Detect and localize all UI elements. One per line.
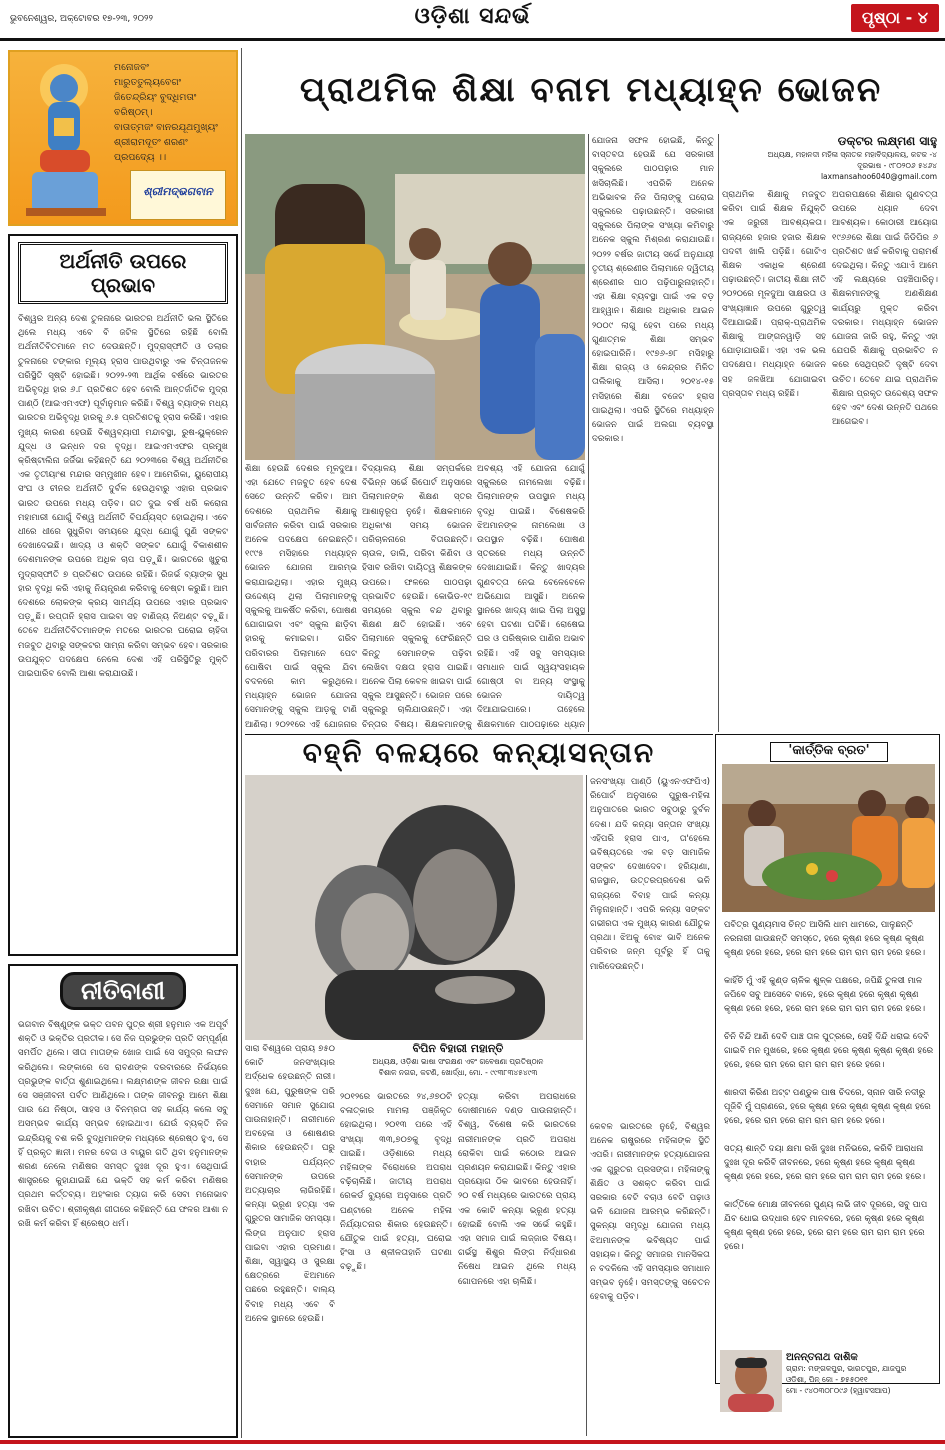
second-author-name: ବିପିନ ବିହାରୀ ମହାନ୍ତି	[412, 1042, 504, 1055]
ad-brand-logo: ଶ୍ରୀମଦ୍ଭଗବାନ	[130, 170, 226, 220]
niti-box	[8, 964, 238, 1438]
second-article-col-1: ସାରା ବିଶ୍ୱରେ ପ୍ରାୟ ୭୫୦ କୋଟି ଜନସଂଖ୍ୟାର ଅର୍ଦ୍ଧେକ ହେଉଛନ୍ତି ନାରୀ। ଦୁଃଖ ଯେ, ପୁରୁଷଙ୍କ ପରି ସେମାନେ ସମାନ ସୁଯୋଗ ପାଉନାହାନ୍ତି। ନାରୀମାନେ ଅବହେଳା ଓ ଶୋଷଣର ଶିକାର ହେଉଛନ୍ତି। ଘରୁ ବାହାର ପର୍ଯ୍ୟନ୍ତ ସେମାନଙ୍କ ଉପରେ ଅତ୍ୟାଚାର ଲାଗିରହିଛି। କନ୍ୟା ଭ୍ରୂଣ ହତ୍ୟା ଏକ ଗୁରୁତର ସାମାଜିକ ସମସ୍ୟା। ଲିଙ୍ଗ ଅନୁପାତ ହ୍ରାସ ପାଇବା ଏହାର ପ୍ରମାଣ। ଶିକ୍ଷା, ସ୍ୱାସ୍ଥ୍ୟ ଓ ସୁରକ୍ଷା କ୍ଷେତ୍ରରେ ଝିଅମାନେ ପଛରେ ରହୁଛନ୍ତି। ବାଲ୍ୟ ବିବାହ ମଧ୍ୟ ଏବେ ବି ଅନେକ ସ୍ଥାନରେ ହେଉଛି।	[245, 1044, 335, 1324]
hanuman-illustration	[16, 58, 112, 218]
column-rule	[718, 134, 719, 732]
poet-portrait	[720, 1350, 782, 1412]
second-author-address: ବିଶାଳ ନଗର, କଟଣି, ଖୋର୍ଦ୍ଧା, ମୋ. - ୯୯୩୮୩୪୫୪୯୩	[378, 1068, 538, 1077]
ad-verse-line: ଶ୍ରୀରାମଦୂତଂ ଶରଣଂ	[114, 137, 188, 148]
dateline: ଭୁବନେଶ୍ୱର, ଅକ୍ଟୋବର ୧୭-୨୩, ୨୦୨୨	[10, 14, 154, 24]
second-article-col-2: ୨୦୧୨ରେ ଭାରତରେ ୨୪,୬୭୦ଟି ବଳାତ୍କାର ମାମଲା ପଞ୍ଜିକୃତ ହୋଇଥିଲା। ୨୦୧୩ ପରେ ଏହି ସଂଖ୍ୟା ୩୩,୭୦୭କୁ ବୃଦ୍ଧି ପାଇଛି। ଓଡ଼ିଶାରେ ମଧ୍ୟ ମହିଳାଙ୍କ ବିରୋଧରେ ଅପରାଧ ବଢ଼ିଚାଲିଛି। ଜାତୀୟ ଅପରାଧ ରେକର୍ଡ ବ୍ୟୁରୋ ଅନୁସାରେ ପ୍ରତି ଘଣ୍ଟାରେ ଅନେକ ମହିଳା ନିର୍ଯ୍ୟାତନାର ଶିକାର ହେଉଛନ୍ତି। ଯୌତୁକ ପାଇଁ ହତ୍ୟା, ଘରୋଇ ହିଂସା ଓ ଶ୍ଳୀଳତାହାନି ଘଟଣା ବଢ଼ୁଛି।	[340, 1092, 452, 1273]
page-number-badge: ପୃଷ୍ଠା - ୪	[851, 4, 939, 32]
poem-verse: ଶାରଦୀ କିରିଣ ଅଟ୍ଟ ପଣ୍ଡୁକ ପାଷ ଚିଦରେ, ସ୍ନାନ ସାରି ନଦୀରୁ ପୂଜିବି ମୁଁ ପ୍ରାଣରେ, ହରେ କୃଷ୍ଣ ହରେ କୃଷ୍ଣ କୃଷ୍ଣ କୃଷ୍ଣ ହରେ ହରେ, ହରେ ରାମ ହରେ ରାମ ରାମ ରାମ ହରେ ହରେ।	[724, 1088, 931, 1126]
poet-byline	[786, 1352, 938, 1396]
main-article-col-3: ଅବଶ୍ୟ ଏହି ଯୋଜନା ଯୋଗୁଁ ସ୍କୁଲରେ ନାମଲେଖା ବଢ଼ିଛି। ପିଲାମାନଙ୍କ ଉପସ୍ଥାନ ମଧ୍ୟ ବୃଦ୍ଧି ପାଇଛି। ବିଶେଷକରି ଝିଅମାନଙ୍କ ନାମଲେଖା ଓ ଉପସ୍ଥାନ ବଢ଼ିଛି। ପୋଷଣ ସ୍ତରରେ ମଧ୍ୟ ଉନ୍ନତି ଦେଖାଯାଇଛି। କିନ୍ତୁ ଖାଦ୍ୟର ଗୁଣବତ୍ତା ନେଇ ବେଳେବେଳେ ଅଭିଯୋଗ ଆସୁଛି। ଅନେକ ସ୍ଥାନରେ ଖାଦ୍ୟ ଖାଇ ପିଲା ଅସୁସ୍ଥ ହେବା ଘଟଣା ଘଟିଛି। ରୋଷେଇ ଘର ଓ ପରିଷ୍କାର ପାଣିର ଅଭାବ ରହିଛି। ଏହି ସବୁ ସମସ୍ୟାର ସମାଧାନ ପାଇଁ ସ୍ୱୟଂସହାୟକ ଗୋଷ୍ଠୀ ବା ଅନ୍ୟ ସଂସ୍ଥାକୁ ଭୋଜନ ଦାୟିତ୍ୱ ଦିଆଯାଇପାରେ। ତାହେଲେ ଶିକ୍ଷକମାନେ ପାଠପଢ଼ାରେ ଧ୍ୟାନ	[477, 464, 585, 730]
ad-verse-line: ମନୋଜବଂ	[114, 62, 149, 73]
main-article-col-6: ଅପରପକ୍ଷରେ ଶିକ୍ଷାର ଗୁଣବତ୍ତା ଉପରେ ଧ୍ୟାନ ଦେବା ଆବଶ୍ୟକ। କୋଠାରୀ ଆୟୋଗ ୧୯୬୬ରେ ଶିକ୍ଷା ପାଇଁ ଜିଡିପିର ୬ ପ୍ରତିଶତ ଖର୍ଚ୍ଚ କରିବାକୁ ପରାମର୍ଶ ଦେଇଥିଲା। କିନ୍ତୁ ଏଯାଏଁ ଆମେ ଏହି ଲକ୍ଷ୍ୟରେ ପହଞ୍ଚିପାରିନୁ। ଶିକ୍ଷକମାନଙ୍କୁ ଅଣଶିକ୍ଷଣ କାର୍ଯ୍ୟରୁ ମୁକ୍ତ କରିବା ଦରକାର। ମଧ୍ୟାହ୍ନ ଭୋଜନ ଯୋଜନା ଜାରି ରହୁ, କିନ୍ତୁ ଏହା ଯେପରି ଶିକ୍ଷାକୁ ପ୍ରଭାବିତ ନ କରେ ସେଥିପ୍ରତି ଦୃଷ୍ଟି ଦେବା ଉଚିତ। ତେବେ ଯାଇ ପ୍ରାଥମିକ ଶିକ୍ଷାର ପ୍ରକୃତ ଉଦ୍ଦେଶ୍ୟ ସଫଳ ହେବ ଏବଂ ଦେଶ ଉନ୍ନତି ପଥରେ ଆଗେଇବ।	[832, 190, 938, 428]
poet-phone: ମୋ - ୯୪୦୩୦୮୦୯୬ (ହ୍ୱାଟସଆପ)	[786, 1386, 891, 1395]
kartik-poem-verses	[724, 918, 934, 1343]
poet-name: ଅନନ୍ତନାଥ ଦାଶିକ	[786, 1352, 858, 1363]
ad-verse-line: ଜିତେନ୍ଦ୍ରିୟଂ ବୁଦ୍ଧିମତାଂ	[114, 92, 197, 103]
left-article-title: ଅର୍ଥନୀତି ଉପରେ ପ୍ରଭାବ	[18, 242, 228, 304]
ad-verse-line: ମାରୁତତୁଲ୍ୟବେଗଂ	[114, 77, 182, 88]
second-article-col-3: ହତ୍ୟା କରିବା ଅପରାଧରେ ଦୋଷୀମାନେ ଦଣ୍ଡ ପାଉନାହାନ୍ତି। ବିଶ୍ୱ, ବିଶେଷ କରି ଭାରତରେ ନାରୀମାନଙ୍କ ପ୍ରତି ଅପରାଧ ରୋକିବା ପାଇଁ କଠୋର ଆଇନ ପ୍ରଣୟନ କରାଯାଇଛି। କିନ୍ତୁ ଏହାର ପ୍ରୟୋଗ ଠିକ ଭାବରେ ହେଉନାହିଁ। ୨୦ ବର୍ଷ ମଧ୍ୟରେ ଭାରତରେ ପ୍ରାୟ ଏକ କୋଟି କନ୍ୟା ଭ୍ରୂଣ ହତ୍ୟା ହୋଇଛି ବୋଲି ଏକ ସର୍ଭେ କହୁଛି। ଏହା ସମାଜ ପାଇଁ ଲଜ୍ଜାର ବିଷୟ। ଗର୍ଭସ୍ଥ ଶିଶୁର ଲିଙ୍ଗ ନିର୍ଦ୍ଧାରଣ ନିଷେଧ ଆଇନ ଥିଲେ ମଧ୍ୟ ଗୋପନରେ ଏହା ଚାଲିଛି।	[458, 1092, 576, 1287]
second-author-affiliation: ଅଧ୍ୟକ୍ଷ, ଓଡ଼ିଶା ଭାଷା ସଂରକ୍ଷଣ ଏବଂ ଗବେଷଣା ପ୍ରତିଷ୍ଠାନ	[372, 1057, 544, 1066]
midday-meal-illustration	[245, 134, 585, 460]
second-article-col-5: କେବଳ ଭାରତରେ ନୁହେଁ, ବିଶ୍ୱର ଅନେକ ରାଷ୍ଟ୍ରରେ ମହିଳାଙ୍କ ସ୍ଥିତି ଏପରି। ନାରୀମାନଙ୍କ ହତ୍ୟାଯୋଜନା ଏକ ଗୁରୁତର ପ୍ରସଙ୍ଗ। ମହିଳାଙ୍କୁ ଶିକ୍ଷିତ ଓ ସଶକ୍ତ କରିବା ପାଇଁ ସରକାର ବେଟି ବଚାଓ ବେଟି ପଢ଼ାଓ ଭଳି ଯୋଜନା ଆରମ୍ଭ କରିଛନ୍ତି। ସୁକନ୍ୟା ସମୃଦ୍ଧି ଯୋଜନା ମଧ୍ୟ ଝିଅମାନଙ୍କ ଭବିଷ୍ୟତ ପାଇଁ ସହାୟକ। କିନ୍ତୁ ସମାଜର ମାନସିକତା ନ ବଦଳିଲେ ଏହି ସମସ୍ୟାର ସମାଧାନ ସମ୍ଭବ ନୁହେଁ। ସମସ୍ତଙ୍କୁ ସଚେତନ ହେବାକୁ ପଡ଼ିବ।	[590, 1122, 710, 1303]
main-author-name: ଡକ୍ଟର ଲକ୍ଷ୍ମଣ ସାହୁ	[837, 134, 937, 148]
masthead: ଓଡ଼ିଶା ସନ୍ଦର୍ଭ	[414, 4, 531, 29]
ad-verse-line: ବରିଷ୍ଠମ୍।	[114, 107, 153, 118]
footer-rule	[0, 1440, 945, 1444]
main-article-col-5: ପ୍ରାଥମିକ ଶିକ୍ଷାକୁ ମଜବୁତ କରିବା ପାଇଁ ଶିକ୍ଷକ ନିଯୁକ୍ତି ଏକ ଜରୁରୀ ଆବଶ୍ୟକତା। ରାଜ୍ୟରେ ହଜାର ହଜାର ଶିକ୍ଷକ ପଦବୀ ଖାଲି ପଡ଼ିଛି। ଗୋଟିଏ ଶିକ୍ଷକ ଏକାଧିକ ଶ୍ରେଣୀ ପଢ଼ାଉଛନ୍ତି। ଜାତୀୟ ଶିକ୍ଷା ନୀତି ୨୦୨୦ରେ ମୂଳଦୁଆ ସାକ୍ଷରତା ଓ ସଂଖ୍ୟାଜ୍ଞାନ ଉପରେ ଗୁରୁତ୍ୱ ଦିଆଯାଇଛି। ପ୍ରାକ୍-ପ୍ରାଥମିକ ଶିକ୍ଷାକୁ ଆଙ୍ଗନୱାଡ଼ି ସହ ଯୋଡ଼ାଯାଉଛି। ଏହା ଏକ ଭଲ ପଦକ୍ଷେପ। ମଧ୍ୟାହ୍ନ ଭୋଜନ ସହ ଜଳଖିଆ ଯୋଗାଇବା ପ୍ରସ୍ତାବ ମଧ୍ୟ ରହିଛି।	[722, 190, 826, 399]
main-author-email: laxmansahoo6040@gmail.com	[820, 172, 937, 181]
main-article-col-2: ବିଦ୍ୟାଳୟ ଶିକ୍ଷା ସମ୍ପର୍କରେ ବିଭିନ୍ନ ସର୍ଭେ ରିପୋର୍ଟ ଅନୁସାରେ ପିଲାମାନଙ୍କ ଶିକ୍ଷଣ ସ୍ତର ଆଶାନୁରୂପ ନୁହେଁ। ଶିକ୍ଷକମାନେ ଅଧିକାଂଶ ସମୟ ଭୋଜନ ପରିଚାଳନାରେ ବିତାଉଛନ୍ତି। ଚାଉଳ, ଡାଲି, ପରିବା କିଣିବା ଓ ହିସାବ ରଖିବା ଦାୟିତ୍ୱ ଶିକ୍ଷକଙ୍କ ଉପରେ। ଫଳରେ ପାଠପଢ଼ା ପ୍ରଭାବିତ ହେଉଛି। କୋଭିଡ-୧୯ ସମୟରେ ସ୍କୁଲ ବନ୍ଦ ଥିବାରୁ ଶିକ୍ଷଣ କ୍ଷତି ହୋଇଛି। ଏବେ ପିଲାମାନେ ସ୍କୁଲକୁ ଫେରିଛନ୍ତି କିନ୍ତୁ ସେମାନଙ୍କ ପଢ଼ିବା ଲେଖିବା ଦକ୍ଷତା ହ୍ରାସ ପାଇଛି। ଅନେକ ପିଲା କେବଳ ଖାଇବା ପାଇଁ ସ୍କୁଲ ଆସୁଛନ୍ତି। ଭୋଜନ ପରେ ସ୍କୁଲରୁ ଚାଲିଯାଉଛନ୍ତି। ଏହା ଚିନ୍ତାର ବିଷୟ। ଶିକ୍ଷକମାନଙ୍କୁ	[362, 464, 472, 730]
main-article-byline	[722, 134, 937, 182]
second-headline: ବହ୍ନି ବଳୟରେ କନ୍ୟାସନ୍ତାନ	[245, 734, 713, 770]
midday-meal-photo	[245, 134, 585, 460]
second-article-col-4: ଜନସଂଖ୍ୟା ପାଣ୍ଠି (ୟୁଏନଏଫପିଏ) ରିପୋର୍ଟ ଅନୁସାରେ ପୁରୁଷ-ମହିଳା ଅନୁପାତରେ ଭାରତ ସବୁଠାରୁ ଦୁର୍ବଳ ଦେଶ। ଯଦି କନ୍ୟା ସନ୍ତାନ ସଂଖ୍ୟା ଏହିପରି ହ୍ରାସ ପାଏ, ତା'ହେଲେ ଭବିଷ୍ୟତରେ ଏକ ବଡ଼ ସାମାଜିକ ସଙ୍କଟ ଦେଖାଦେବ। ହରିୟାଣା, ରାଜସ୍ଥାନ, ଉତ୍ତରପ୍ରଦେଶ ଭଳି ରାଜ୍ୟରେ ବିବାହ ପାଇଁ କନ୍ୟା ମିଳୁନାହାନ୍ତି। ଏପରି କନ୍ୟା ସଙ୍କଟ ଗଭୀରତା ଏକ ମୁଖ୍ୟ କାରଣ ଯୌତୁକ ପ୍ରଥା। ଝିଅକୁ ବୋଝ ଭାବି ଅନେକ ପରିବାର ଜନ୍ମ ପୂର୍ବରୁ ହିଁ ତାକୁ ମାରିଦେଉଛନ୍ତି।	[590, 777, 710, 972]
left-article-body: ବିଶ୍ୱର ଅନ୍ୟ ଦେଶ ତୁଳନାରେ ଭାରତର ଅର୍ଥନୀତି ଭଲ ସ୍ଥିତିରେ ଥିଲେ ମଧ୍ୟ ଏବେ ବି ଜଟିଳ ସ୍ଥିତିରେ ରହିଛି ବୋଲି ଅର୍ଥନୀତିବିତମାନେ ମତ ଦେଉଛନ୍ତି। ମୁଦ୍ରାସ୍ଫୀତି ଓ ଡଲାର ତୁଳନାରେ ଟଙ୍କାର ମୂଲ୍ୟ ହ୍ରାସ ପାଉଥିବାରୁ ଏକ ଚିନ୍ତାଜନକ ପରିସ୍ଥିତି ସୃଷ୍ଟି ହୋଇଛି। ୨୦୨୨-୨୩ ଆର୍ଥିକ ବର୍ଷରେ ଭାରତର ଅଭିବୃଦ୍ଧି ହାର ୬.୮ ପ୍ରତିଶତ ହେବ ବୋଲି ଆନ୍ତର୍ଜାତିକ ମୁଦ୍ରା ପାଣ୍ଠି (ଆଇଏମଏଫ) ପୂର୍ବାନୁମାନ କରିଛି। ବିଶ୍ୱ ବ୍ୟାଙ୍କ ମଧ୍ୟ ଭାରତର ଅଭିବୃଦ୍ଧି ହାରକୁ ୬.୫ ପ୍ରତିଶତକୁ ହ୍ରାସ କରିଛି। ଏହାର ମୁଖ୍ୟ କାରଣ ହେଉଛି ବିଶ୍ୱବ୍ୟାପୀ ମନ୍ଦାବସ୍ଥା, ରୁଷ-ୟୁକ୍ରେନ ଯୁଦ୍ଧ ଓ ଇନ୍ଧନ ଦର ବୃଦ୍ଧି। ଆଇଏମଏଫର ପ୍ରମୁଖ କ୍ରିଷ୍ଟାଲିନା ଜର୍ଜିଭା କହିଛନ୍ତି ଯେ ୨୦୨୩ରେ ବିଶ୍ୱ ଅର୍ଥନୀତିର ଏକ ତୃତୀୟାଂଶ ମନ୍ଦାର ସମ୍ମୁଖୀନ ହେବ। ଆମେରିକା, ୟୁରୋପୀୟ ସଂଘ ଓ ଚୀନର ଅର୍ଥନୀତି ଦୁର୍ବଳ ହେଉଥିବାରୁ ଏହାର ପ୍ରଭାବ ଭାରତ ଉପରେ ମଧ୍ୟ ପଡ଼ିବ। ଗତ ଦୁଇ ବର୍ଷ ଧରି କରୋନା ମହାମାରୀ ଯୋଗୁଁ ବିଶ୍ୱ ଅର୍ଥନୀତି ବିପର୍ଯ୍ୟସ୍ତ ହୋଇଥିଲା। ଏବେ ଧୀରେ ଧୀରେ ସୁଧୁରିବା ସମୟରେ ଯୁଦ୍ଧ ଯୋଗୁଁ ପୁଣି ସଙ୍କଟ ଦେଖାଦେଇଛି। ଖାଦ୍ୟ ଓ ଶକ୍ତି ସଙ୍କଟ ଯୋଗୁଁ ବିକାଶଶୀଳ ଦେଶମାନଙ୍କ ଉପରେ ଅଧିକ ଚାପ ପଡ଼ୁଛି। ଭାରତରେ ଖୁଚୁରା ମୁଦ୍ରାସ୍ଫୀତି ୭ ପ୍ରତିଶତ ଉପରେ ରହିଛି। ରିଜର୍ଭ ବ୍ୟାଙ୍କ ସୁଧ ହାର ବୃଦ୍ଧି କରି ଏହାକୁ ନିୟନ୍ତ୍ରଣ କରିବାକୁ ଚେଷ୍ଟା କରୁଛି। ଆମ ଦେଶରେ ଲୋକଙ୍କ କ୍ରୟ ସାମର୍ଥ୍ୟ ଉପରେ ଏହାର ପ୍ରଭାବ ପଡ଼ୁଛି। ରପ୍ତାନି ହ୍ରାସ ପାଇବା ସହ ବାଣିଜ୍ୟ ନିଅଣ୍ଟ ବଢ଼ୁଛି। ତେବେ ଅର୍ଥନୀତିବିତମାନଙ୍କ ମତରେ ଭାରତର ଘରୋଇ ଚାହିଦା ମଜବୁତ ଥିବାରୁ ସଙ୍କଟର ସାମ୍ନା କରିବା ସମ୍ଭବ ହେବ। ସରକାର ଉପଯୁକ୍ତ ପଦକ୍ଷେପ ନେଲେ ଦେଶ ଏହି ପରିସ୍ଥିତିରୁ ମୁକ୍ତି ପାଇପାରିବ ବୋଲି ଆଶା କରାଯାଉଛି।	[18, 314, 228, 680]
second-article-byline	[338, 1042, 578, 1078]
ad-verse-line: ବାତାତ୍ମଜଂ ବାନରଯୂଥମୁଖ୍ୟଂ	[114, 122, 218, 133]
poem-verse: ପବିତ୍ର ପୁଣ୍ୟମାସ ଚିନ୍ତ ଆସିଲି ଧାମ ଧାମରେ, ପାଳୁଛନ୍ତି ନରନାରୀ ଗାଉଛନ୍ତି ସମସ୍ତେ, ହରେ କୃଷ୍ଣ ହରେ କୃଷ୍ଣ କୃଷ୍ଣ କୃଷ୍ଣ ହରେ ହରେ, ହରେ ରାମ ହରେ ରାମ ରାମ ରାମ ହରେ ହରେ।	[724, 920, 926, 958]
niti-title: ନୀତିବାଣୀ	[60, 972, 186, 1010]
mother-child-illustration	[245, 775, 583, 1040]
poet-address: ଗ୍ରାମ: ମଙ୍ଗଳପୁର, ଭାରତପୁର, ଯାଜପୁର	[786, 1364, 907, 1373]
main-article-col-1: ଶିକ୍ଷା ହେଉଛି ଦେଶର ମୂଳଦୁଆ। ଏହା ଯେତେ ମଜବୁତ ହେବ ଦେଶ ସେତେ ଉନ୍ନତି କରିବ। ଆମ ଦେଶରେ ପ୍ରାଥମିକ ଶିକ୍ଷାକୁ ସାର୍ବଜନୀନ କରିବା ପାଇଁ ସରକାର ଅନେକ ପଦକ୍ଷେପ ନେଇଛନ୍ତି। ୧୯୯୫ ମସିହାରେ ମଧ୍ୟାହ୍ନ ଭୋଜନ ଯୋଜନା ଆରମ୍ଭ କରାଯାଇଥିଲା। ଏହାର ମୁଖ୍ୟ ଉଦ୍ଦେଶ୍ୟ ଥିଲା ପିଲାମାନଙ୍କୁ ସ୍କୁଲକୁ ଆକର୍ଷିତ କରିବା, ପୋଷଣ ଯୋଗାଇବା ଏବଂ ସ୍କୁଲ ଛାଡ଼ିବା ହାରକୁ କମାଇବା। ଗରିବ ପରିବାରର ପିଲାମାନେ ପେଟ ପୋଷିବା ପାଇଁ ସ୍କୁଲ ଯିବା ବଦଳରେ କାମ କରୁଥିଲେ। ମଧ୍ୟାହ୍ନ ଭୋଜନ ଯୋଜନା ସେମାନଙ୍କୁ ସ୍କୁଲ ଆଡ଼କୁ ଟାଣି ଆଣିଲା। ୨୦୨୧ରେ ଏହି ଯୋଜନାର	[245, 464, 357, 730]
main-headline: ପ୍ରାଥମିକ ଶିକ୍ଷା ବନାମ ମଧ୍ୟାହ୍ନ ଭୋଜନ	[299, 70, 883, 110]
ad-verse	[114, 60, 234, 165]
main-author-phone: ଦୂରଭାଷ - ୯୮୦୨୦୬ ୫୪୬୪	[857, 161, 937, 170]
mother-child-photo	[245, 775, 583, 1040]
niti-body: ଭଗବାନ ବିଷ୍ଣୁଙ୍କ ଭକ୍ତ ପବନ ପୁତ୍ର ଶ୍ରୀ ହନୁମାନ ଏକ ଅପୂର୍ବ ଶକ୍ତି ଓ ଭକ୍ତିର ପ୍ରତୀକ। ସେ ନିଜ ପ୍ରଭୁଙ୍କ ପ୍ରତି ସମ୍ପୂର୍ଣ୍ଣ ସମର୍ପିତ ଥିଲେ। ସୀତା ମାତାଙ୍କ ଖୋଜ ପାଇଁ ସେ ସମୁଦ୍ର ଲଙ୍ଘନ କରିଥିଲେ। ଲଙ୍କାରେ ସେ ରାବଣଙ୍କ ଦରବାରରେ ନିର୍ଭୟରେ ପ୍ରଭୁଙ୍କ ବାର୍ତ୍ତା ଶୁଣାଇଥିଲେ। ଲକ୍ଷ୍ମଣଙ୍କ ଜୀବନ ରକ୍ଷା ପାଇଁ ସେ ସଞ୍ଜୀବନୀ ପର୍ବତ ଆଣିଥିଲେ। ତାଙ୍କ ଜୀବନରୁ ଆମେ ଶିକ୍ଷା ପାଉ ଯେ ନିଷ୍ଠା, ସାହସ ଓ ବିନମ୍ରତା ସହ କାର୍ଯ୍ୟ କଲେ ସବୁ ଅସମ୍ଭବ କାର୍ଯ୍ୟ ସମ୍ଭବ ହୋଇଥାଏ। ଯେଉଁ ବ୍ୟକ୍ତି ନିଜ ଇନ୍ଦ୍ରିୟକୁ ବଶ କରି ବୁଦ୍ଧିମାନଙ୍କ ମଧ୍ୟରେ ଶ୍ରେଷ୍ଠ ହୁଏ, ସେ ହିଁ ପ୍ରକୃତ ଜ୍ଞାନୀ। ମନର ବେଗ ଓ ବାୟୁର ଗତି ଥିବା ହନୁମାନଙ୍କ ଶରଣ ନେଲେ ମଣିଷର ସମସ୍ତ ଦୁଃଖ ଦୂର ହୁଏ। ସେଥିପାଇଁ ଶାସ୍ତ୍ରରେ କୁହାଯାଇଛି ଯେ ଭକ୍ତି ସହ କର୍ମ କରିବା ମଣିଷର ପ୍ରଥମ କର୍ତ୍ତବ୍ୟ। ଅହଂକାର ତ୍ୟାଗ କରି ସେବା ମନୋଭାବ ରଖିବା ଉଚିତ। ଶ୍ରୀକୃଷ୍ଣ ଗୀତାରେ କହିଛନ୍ତି ଯେ ଫଳର ଆଶା ନ ରଖି କର୍ମ କରିବା ହିଁ ଶ୍ରେଷ୍ଠ ଧର୍ମ।	[18, 1020, 228, 1229]
column-rule	[241, 48, 242, 1438]
poem-verse: କାର୍ତ୍ତିକେ ମୋକ୍ଷ ଜୀବନରେ ପୁଣ୍ୟ ଲଭି ଜୀବ ଦୂରରେ, ସବୁ ପାପ ଯିବ ଧୋଇ ଉଦ୍ଧାର ହେବ ମାନବରେ, ହରେ କୃଷ୍ଣ ହରେ କୃଷ୍ଣ କୃଷ୍ଣ କୃଷ୍ଣ ହରେ ହରେ, ହରେ ରାମ ହରେ ରାମ ରାମ ରାମ ହରେ ହରେ।	[724, 1200, 928, 1252]
column-rule	[588, 134, 589, 732]
left-article	[8, 234, 238, 956]
poem-verse: କାହିଁଚି ମୁଁ ଏହି କୁଣ୍ଡ ଚାଳିକ ଶୁଳ୍କ ପକ୍ଷରେ, ଜପିଛି ତୁଳସୀ ମାଳ ଜପିବେ ସବୁ ଆସେବେ ବାଳେ, ହରେ କୃଷ୍ଣ ହରେ କୃଷ୍ଣ କୃଷ୍ଣ କୃଷ୍ଣ ହରେ ହରେ, ହରେ ରାମ ହରେ ରାମ ରାମ ରାମ ହରେ ହରେ।	[724, 976, 926, 1014]
kartik-puja-photo	[722, 764, 935, 912]
kartik-poem-title: 'କାର୍ତ୍ତିକ ବ୍ରତ'	[770, 742, 888, 762]
column-rule	[586, 775, 587, 1436]
main-author-affiliation: ଅଧ୍ୟକ୍ଷ, ମହାନଦୀ ମହିଳା ସ୍ନାତକ ମହାବିଦ୍ୟାଳୟ, କଟକ -୪	[767, 150, 937, 159]
devotional-ad	[8, 50, 238, 226]
poem-verse: ଚିନି ବିନ୍ଦି ଆଣି ଦେବି ପାଞ୍ଚ ତାଳ ପୁତ୍ରରେ, ସେହି ଦିନ୍ଦି ଧରାଇ ଦେବି ଗାଇବି ମନ ମୁଖରେ, ହରେ କୃଷ୍ଣ ହରେ କୃଷ୍ଣ କୃଷ୍ଣ କୃଷ୍ଣ ହରେ ହରେ, ହରେ ରାମ ହରେ ରାମ ରାମ ରାମ ହରେ ହରେ।	[724, 1032, 934, 1070]
poet-portrait-illustration	[720, 1350, 782, 1412]
page-header	[0, 0, 945, 36]
ad-verse-line: ପ୍ରପଦ୍ୟେ ।।	[114, 152, 167, 163]
main-article-col-4: ଯୋଜନା ସଫଳ ହୋଇଛି, କିନ୍ତୁ ବାସ୍ତବତା ହେଉଛି ଯେ ସରକାରୀ ସ୍କୁଲରେ ପାଠପଢ଼ାର ମାନ ଖସିଚାଲିଛି। ଏପରିକି ଅନେକ ଅଭିଭାବକ ନିଜ ପିଲାଙ୍କୁ ଘରୋଇ ସ୍କୁଲରେ ପଢ଼ାଉଛନ୍ତି। ସରକାରୀ ସ୍କୁଲରେ ପିଲାଙ୍କ ସଂଖ୍ୟା କମିବାରୁ ଅନେକ ସ୍କୁଲ ମିଶ୍ରଣ କରାଯାଉଛି। ୨୦୨୨ ବର୍ଷର ଜାତୀୟ ସର୍ଭେ ଅନୁଯାୟୀ ତୃତୀୟ ଶ୍ରେଣୀର ପିଲାମାନେ ଦ୍ୱିତୀୟ ଶ୍ରେଣୀର ପାଠ ପଢ଼ିପାରୁନାହାନ୍ତି। ଏହା ଶିକ୍ଷା ବ୍ୟବସ୍ଥା ପାଇଁ ଏକ ବଡ଼ ଆହ୍ୱାନ। ଶିକ୍ଷାର ଅଧିକାର ଆଇନ ୨୦୦୯ ଲାଗୁ ହେବା ପରେ ମଧ୍ୟ ଗୁଣାତ୍ମକ ଶିକ୍ଷା ସମ୍ଭବ ହୋଇପାରିନି। ୧୯୭୬-୭୮ ମସିହାରୁ ଶିକ୍ଷା ରାଜ୍ୟ ଓ କେନ୍ଦ୍ରର ମିଳିତ ତାଲିକାକୁ ଆସିଲା। ୨୦୧୪-୧୫ ମସିହାରେ ଶିକ୍ଷା ବଜେଟ ହ୍ରାସ ପାଇଥିଲା। ଏପରି ସ୍ଥିତିରେ ମଧ୍ୟାହ୍ନ ଭୋଜନ ପାଇଁ ଅଲଗା ବ୍ୟବସ୍ଥା ଦରକାର।	[592, 136, 714, 445]
poet-pin: ଓଡ଼ିଶା, ପିନ୍ କୋ - ୭୫୫୦୧୧	[786, 1375, 868, 1384]
poem-verse: ସତ୍ୟ ଶାନ୍ତି ଦୟା କ୍ଷମା ରଖି ଦୁଃଖ ମନିଭରେ, କରିବି ଆରାଧନା ଦୁଃଖ ଦୂର କରିବି ଜୀବନରେ, ହରେ କୃଷ୍ଣ ହରେ କୃଷ୍ଣ କୃଷ୍ଣ କୃଷ୍ଣ ହରେ ହରେ, ହରେ ରାମ ହରେ ରାମ ରାମ ରାମ ହରେ ହରେ।	[724, 1144, 926, 1182]
header-rule	[0, 38, 945, 41]
puja-illustration	[722, 764, 935, 912]
